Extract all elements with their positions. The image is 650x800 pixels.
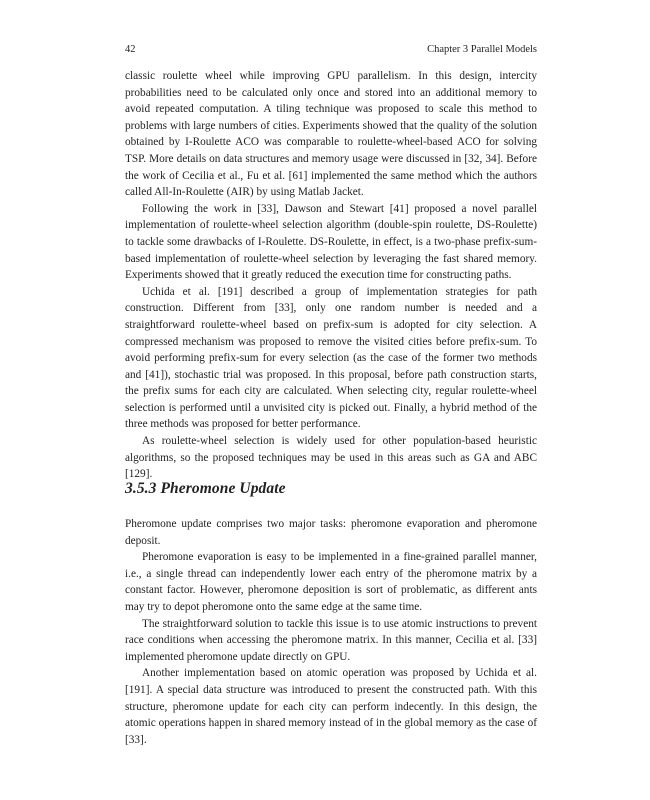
paragraph: Uchida et al. [191] described a group of implementation strategies for path construction. Different from [33], only one random number is needed and a straightforward roulette-wheel based on prefix-sum is adopted for city selection. A compressed mechanism was proposed to remove the visited cities before prefix-sum. To avoid performing prefix-sum for every selection (as the case of the former two methods and [41]), stochastic trial was proposed. In this proposal, before path construction starts, the prefix sums for each city are calculated. When selecting city, regular roulette-wheel selection is performed until a unvisited city is picked out. Finally, a hybrid method of the three methods was proposed for better performance.	[125, 285, 537, 431]
paragraph: The straightforward solution to tackle this issue is to use atomic instructions to prevent race conditions when accessing the pheromone matrix. In this manner, Cecilia et al. [33] implemented pheromone update directly on GPU.	[125, 617, 537, 663]
section-heading: 3.5.3 Pheromone Update	[125, 480, 286, 497]
paragraph: classic roulette wheel while improving GPU parallelism. In this design, intercity probabilities need to be calculated only once and stored into an additional memory to avoid repeated computation. A tiling technique was proposed to scale this method to problems with large numbers of cities. Experiments showed that the quality of the solution obtained by I-Roulette ACO was comparable to roulette-wheel-based ACO for solving TSP. More details on data structures and memory usage were discussed in [32, 34]. Before the work of Cecilia et al., Fu et al. [61] implemented the same method which the authors called All-In-Roulette (AIR) by using Matlab Jacket.	[125, 70, 537, 199]
body-text-top	[125, 68, 537, 483]
paragraph: Another implementation based on atomic operation was proposed by Uchida et al. [191]. A special data structure was introduced to present the constructed path. With this structure, pheromone update for each city can perform indecently. In this design, the atomic operations happen in shared memory instead of in the global memory as the case of [33].	[125, 667, 537, 746]
running-header	[125, 43, 537, 56]
page-number: 42	[125, 44, 136, 55]
body-text-bottom	[125, 516, 537, 748]
paragraph: Following the work in [33], Dawson and Stewart [41] proposed a novel parallel implementation of roulette-wheel selection algorithm (double-spin roulette, DS-Roulette) to tackle some drawbacks of I-Roulette. DS-Roulette, in effect, is a two-phase prefix-sum-based implementation of roulette-wheel selection by leveraging the fast shared memory. Experiments showed that it greatly reduced the execution time for constructing paths.	[125, 202, 537, 282]
paragraph: Pheromone evaporation is easy to be implemented in a fine-grained parallel manner, i.e., a single thread can independently lower each entry of the pheromone matrix by a constant factor. However, pheromone deposition is sort of problematic, as different ants may try to depot pheromone onto the same edge at the same time.	[125, 551, 537, 613]
chapter-title: Chapter 3 Parallel Models	[427, 44, 537, 55]
paragraph: Pheromone update comprises two major tasks: pheromone evaporation and pheromone deposit.	[125, 518, 537, 547]
paragraph: As roulette-wheel selection is widely used for other population-based heuristic algorithms, so the proposed techniques may be used in this areas such as GA and ABC [129].	[125, 435, 537, 481]
